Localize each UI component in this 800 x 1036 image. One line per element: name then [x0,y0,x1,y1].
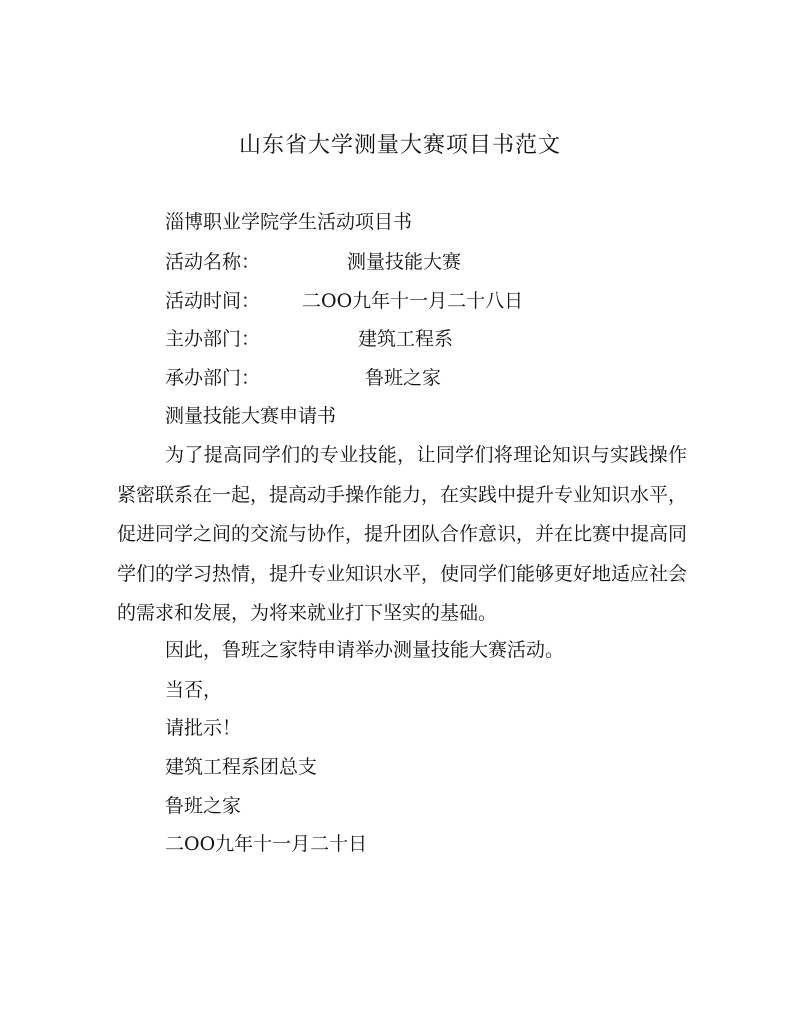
field-label: 活动名称： [165,251,261,273]
field-activity-time [165,287,615,315]
field-value: 二OO九年十一月二十八日 [302,290,524,312]
document-title: 山东省大学测量大赛项目书范文 [238,133,561,158]
field-value: 测量技能大赛 [347,251,462,273]
request-line: 因此，鲁班之家特申请举办测量技能大赛活动。 [165,639,565,661]
signature-date: 二OO九年十一月二十日 [165,833,368,855]
closing-line-1: 当否， [165,679,223,701]
body-paragraph: 为了提高同学们的专业技能，让同学们将理论知识与实践操作紧密联系在一起，提高动手操作能力，在实践中提升专业知识水平，促进同学之间的交流与协作，提升团队合作意识，并在比赛中提高同学们的学习热情，提升专业知识水平，使同学们能够更好地适应社会的需求和发展，为将来就业打下坚实的基础。 [117,444,688,624]
section-title: 测量技能大赛申请书 [165,405,337,427]
field-host-department [165,325,615,353]
signature-unit: 鲁班之家 [165,795,242,817]
field-label: 活动时间： [165,290,261,312]
field-activity-name [165,248,615,276]
field-label: 承办部门： [165,367,261,389]
field-label: 主办部门： [165,328,261,350]
signature-organization: 建筑工程系团总支 [165,756,318,778]
field-value: 鲁班之家 [365,367,442,389]
field-value: 建筑工程系 [358,328,454,350]
header-line: 淄博职业学院学生活动项目书 [165,211,413,233]
field-organizer-department [165,364,615,392]
closing-line-2: 请批示！ [165,717,242,739]
